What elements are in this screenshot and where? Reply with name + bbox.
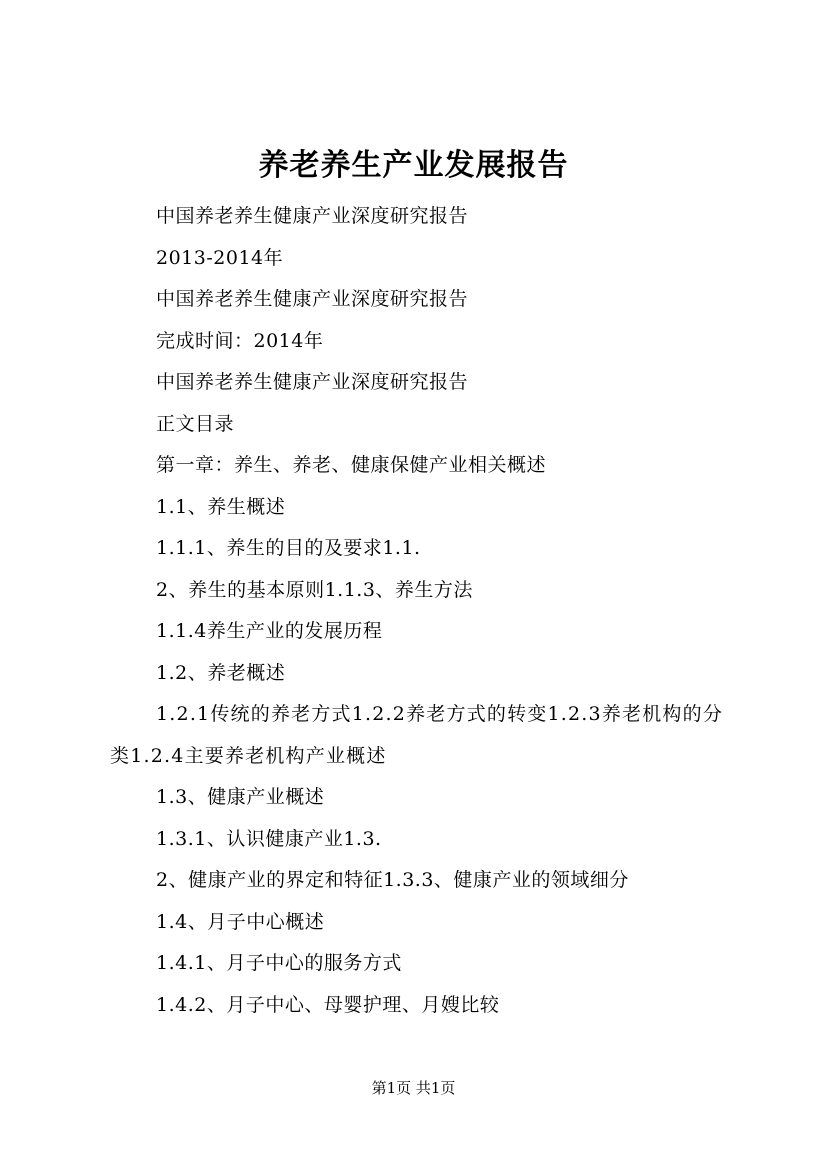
- toc-entry: 1.4.2、月子中心、母婴护理、月嫂比较: [156, 993, 500, 1016]
- document-body: [110, 196, 730, 1026]
- text-line: 正文目录: [156, 412, 235, 435]
- text-line: 中国养老养生健康产业深度研究报告: [156, 205, 469, 227]
- toc-entry: 1.2.1传统的养老方式1.2.2养老方式的转变1.2.3养老机构的分类1.2.4主要养老机构产业概述: [110, 703, 724, 767]
- toc-entry: 1.1、养生概述: [156, 495, 286, 518]
- toc-entry: 2、健康产业的界定和特征1.3.3、健康产业的领域细分: [156, 869, 629, 891]
- toc-entry: 1.1.4养生产业的发展历程: [156, 620, 383, 642]
- toc-entry: 1.4.1、月子中心的服务方式: [156, 952, 402, 974]
- toc-entry: 1.2、养老概述: [156, 661, 286, 684]
- text-line: 中国养老养生健康产业深度研究报告: [156, 371, 469, 393]
- text-line: 完成时间：2014年: [156, 329, 324, 352]
- text-line: 中国养老养生健康产业深度研究报告: [156, 288, 469, 310]
- toc-entry: 1.1.1、养生的目的及要求1.1.: [156, 537, 421, 559]
- toc-entry: 2、养生的基本原则1.1.3、养生方法: [156, 578, 473, 601]
- toc-entry: 1.3、健康产业概述: [156, 786, 325, 808]
- chapter-heading: 第一章：养生、养老、健康保健产业相关概述: [156, 454, 547, 476]
- page-footer: 第1页 共1页: [371, 1079, 456, 1097]
- text-line: 2013-2014年: [156, 246, 284, 269]
- document-title: 养老养生产业发展报告: [258, 148, 569, 183]
- toc-entry: 1.4、月子中心概述: [156, 910, 325, 933]
- toc-entry: 1.3.1、认识健康产业1.3.: [156, 827, 382, 850]
